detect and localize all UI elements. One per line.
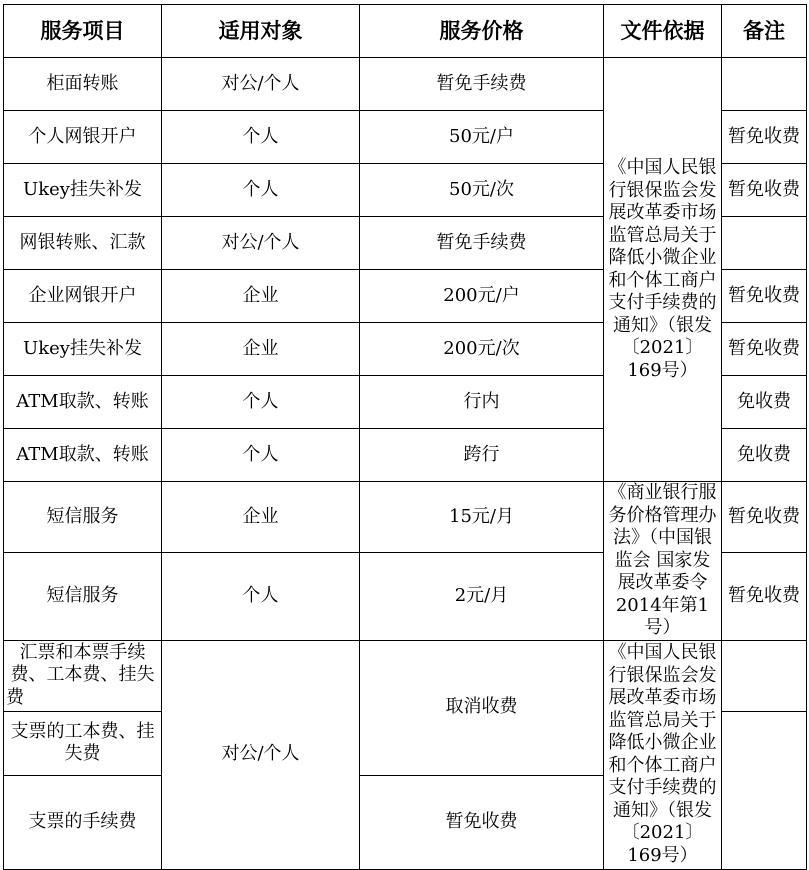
table-row <box>4 58 807 111</box>
cell-target: 对公/个人 <box>162 217 360 270</box>
cell-target: 企业 <box>162 270 360 323</box>
cell-note <box>722 217 807 270</box>
cell-price: 50元/次 <box>360 164 604 217</box>
cell-note: 免收费 <box>722 376 807 429</box>
cell-target: 个人 <box>162 553 360 640</box>
cell-target: 企业 <box>162 323 360 376</box>
cell-item: Ukey挂失补发 <box>4 164 162 217</box>
cell-basis-group-3: 《中国人民银行银保监会发展改革委市场监管总局关于降低小微企业和个体工商户支付手续费的通知》（银发〔2021〕169号） <box>604 640 722 869</box>
table-row <box>4 640 807 711</box>
cell-item: 短信服务 <box>4 482 162 553</box>
cell-note-merged <box>722 711 807 869</box>
cell-item: 个人网银开户 <box>4 111 162 164</box>
cell-target: 对公/个人 <box>162 58 360 111</box>
cell-price: 暂免手续费 <box>360 217 604 270</box>
cell-item: ATM取款、转账 <box>4 376 162 429</box>
header-target: 适用对象 <box>162 5 360 58</box>
header-price: 服务价格 <box>360 5 604 58</box>
cell-item: 企业网银开户 <box>4 270 162 323</box>
cell-price: 50元/户 <box>360 111 604 164</box>
cell-price: 暂免收费 <box>360 775 604 869</box>
cell-note: 暂免收费 <box>722 270 807 323</box>
header-basis: 文件依据 <box>604 5 722 58</box>
cell-target: 个人 <box>162 111 360 164</box>
cell-note: 免收费 <box>722 429 807 482</box>
cell-item: 支票的工本费、挂失费 <box>4 711 162 775</box>
table-row <box>4 482 807 553</box>
fee-schedule-table <box>3 4 807 870</box>
cell-price: 200元/户 <box>360 270 604 323</box>
cell-price: 2元/月 <box>360 553 604 640</box>
cell-note <box>722 640 807 711</box>
cell-note <box>722 58 807 111</box>
cell-price: 跨行 <box>360 429 604 482</box>
cell-price: 行内 <box>360 376 604 429</box>
cell-item: ATM取款、转账 <box>4 429 162 482</box>
cell-note: 暂免收费 <box>722 482 807 553</box>
cell-item: 短信服务 <box>4 553 162 640</box>
cell-target: 个人 <box>162 429 360 482</box>
cell-item: 汇票和本票手续费、工本费、挂失费 <box>4 640 162 711</box>
cell-price-merged: 取消收费 <box>360 640 604 775</box>
cell-price: 15元/月 <box>360 482 604 553</box>
cell-note: 暂免收费 <box>722 553 807 640</box>
header-note: 备注 <box>722 5 807 58</box>
cell-price: 200元/次 <box>360 323 604 376</box>
cell-target-merged: 对公/个人 <box>162 640 360 869</box>
cell-target: 个人 <box>162 164 360 217</box>
cell-price: 暂免手续费 <box>360 58 604 111</box>
cell-note: 暂免收费 <box>722 111 807 164</box>
cell-note: 暂免收费 <box>722 323 807 376</box>
cell-target: 企业 <box>162 482 360 553</box>
header-service-item: 服务项目 <box>4 5 162 58</box>
cell-item: 支票的手续费 <box>4 775 162 869</box>
cell-item: Ukey挂失补发 <box>4 323 162 376</box>
cell-item: 网银转账、汇款 <box>4 217 162 270</box>
cell-item: 柜面转账 <box>4 58 162 111</box>
cell-target: 个人 <box>162 376 360 429</box>
cell-note: 暂免收费 <box>722 164 807 217</box>
header-row <box>4 5 807 58</box>
cell-basis-group-2: 《商业银行服务价格管理办法》（中国银监会 国家发展改革委令2014年第1号） <box>604 482 722 641</box>
cell-basis-group-1: 《中国人民银行银保监会发展改革委市场监管总局关于降低小微企业和个体工商户支付手续费的通知》（银发〔2021〕169号） <box>604 58 722 482</box>
